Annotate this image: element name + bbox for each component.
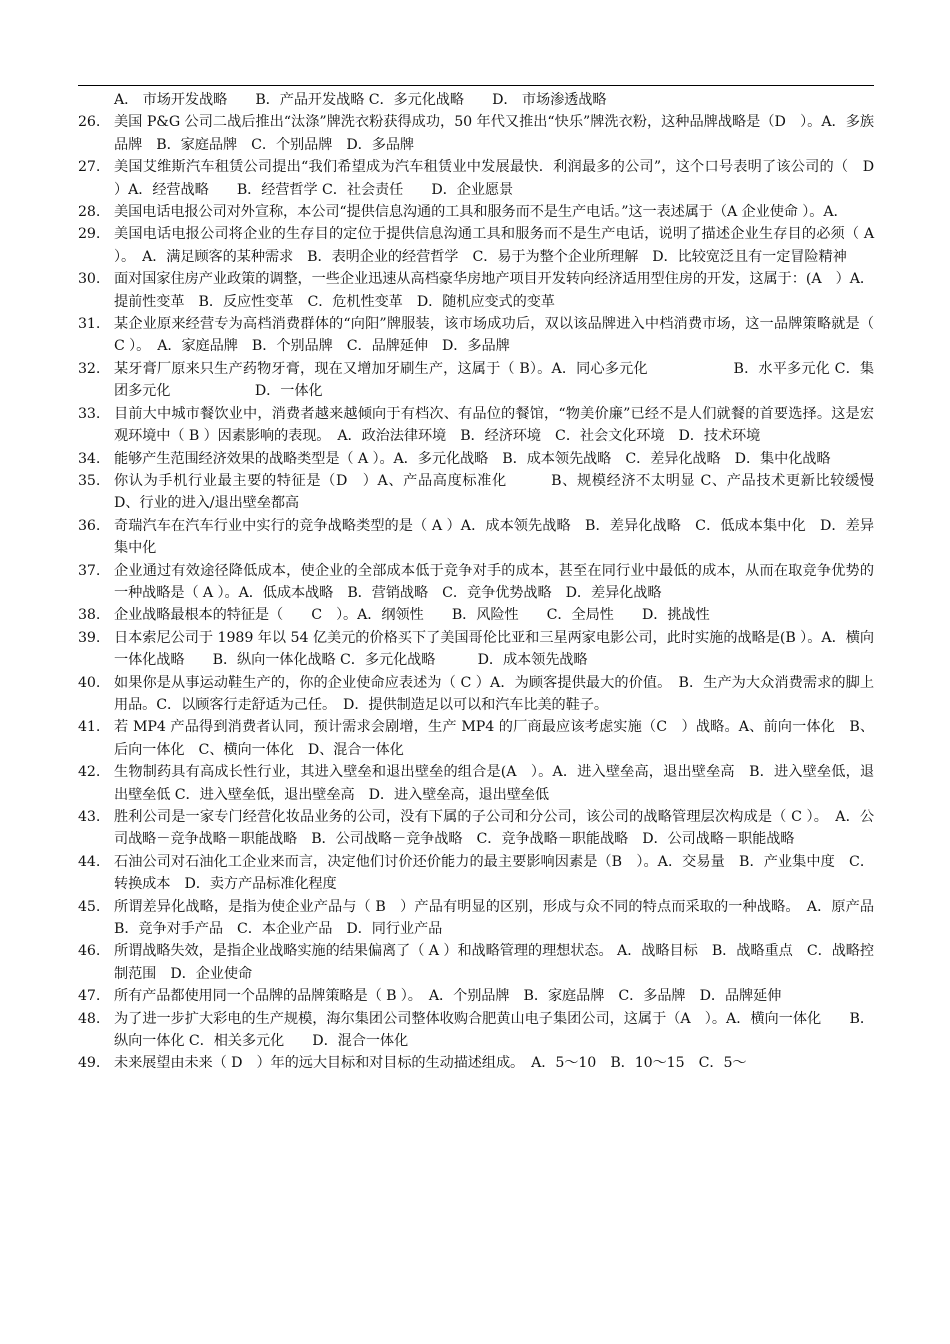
- question-text: 美国艾维斯汽车租赁公司提出“我们希望成为汽车租赁业中发展最快．利润最多的公司”，这个口号表明了该公司的（ D ）A．经营战略 B．经营哲学 C．社会责任 D．企业愿景: [114, 159, 903, 198]
- question-text: 所谓差异化战略，是指为使企业产品与（ B ）产品有明显的区别，形成与众不同的特点而采取的一种战略。 A．原产品 B．竞争对手产品 C．本企业产品 D．同行业产品: [114, 898, 889, 938]
- question-number: 47.: [78, 988, 101, 1005]
- question-text: 企业通过有效途径降低成本，使企业的全部成本低于竞争对手的成本，甚至在同行业中最低的成本，从而在取竞争优势的一种战略是（ A ）。A．低成本战略 B．营销战略 C．竞争优势战略 D．差异化战略: [114, 562, 874, 601]
- question-text: 奇瑞汽车在汽车行业中实行的竞争战略类型的是（ A ）A．成本领先战略 B．差异化战略 C．低成本集中化 D．差异集中化: [114, 517, 874, 557]
- question-item: [78, 403, 874, 448]
- question-text: 美国 P&G 公司二战后推出“汰涤”牌洗衣粉获得成功，50 年代又推出“快乐”牌洗衣粉，这种品牌战略是（D ）。A．多族品牌 B．家庭品牌 C．个别品牌 D．多品牌: [114, 114, 874, 153]
- question-item: [78, 313, 879, 358]
- question-number: 41.: [78, 719, 101, 736]
- question-number: 27.: [78, 159, 101, 176]
- question-item: [78, 111, 874, 156]
- question-number: 45.: [78, 898, 101, 915]
- question-item: [78, 604, 874, 626]
- question-item: [78, 627, 874, 672]
- question-item: [78, 223, 879, 268]
- question-number: 38.: [78, 607, 101, 624]
- question-text: 石油公司对石油化工企业来而言，决定他们讨价还价能力的最主要影响因素是（B ）。A．交易量 B．产业集中度 C．转换成本 D．卖方产品标准化程度: [114, 853, 874, 893]
- question-list: [78, 89, 903, 1075]
- question-text: 若 MP4 产品得到消费者认同，预计需求会剧增，生产 MP4 的厂商最应该考虑实施（C ）战略。A、前向一体化 B、后向一体化 C、横向一体化 D、混合一体化: [114, 719, 874, 758]
- question-number: 26.: [78, 114, 101, 131]
- question-text: 所谓战略失效，是指企业战略实施的结果偏离了（ A ）和战略管理的理想状态。 A．战略目标 B．战略重点 C．战略控制范围 D．企业使命: [114, 943, 874, 982]
- question-number: 31.: [78, 316, 101, 333]
- question-item: [78, 716, 874, 761]
- header-rule: [78, 85, 874, 86]
- question-text: 美国电话电报公司对外宣称，本公司“提供信息沟通的工具和服务而不是生产电话。”这一表述属于（A 企业使命 ）。A．: [114, 204, 848, 221]
- question-number: 30.: [78, 271, 101, 288]
- question-number: 28.: [78, 204, 101, 221]
- question-number: 49.: [78, 1055, 101, 1072]
- question-number: 37.: [78, 562, 101, 579]
- question-item: [78, 1008, 874, 1053]
- question-number: 44.: [78, 853, 101, 870]
- question-text: 能够产生范围经济效果的战略类型是（ A ）。A．多元化战略 B．成本领先战略 C．差异化战略 D．集中化战略: [114, 450, 831, 467]
- question-item: [78, 268, 874, 313]
- question-number: 32.: [78, 360, 101, 377]
- question-item: [78, 358, 874, 403]
- question-text: 面对国家住房产业政策的调整，一些企业迅速从高档豪华房地产项目开发转向经济适用型住房的开发，这属于：(A ）A．提前性变革 B．反应性变革 C．危机性变革 D．随机应变式的变革: [114, 271, 874, 310]
- question-text: 某企业原来经营专为高档消费群体的“向阳”牌服装，该市场成功后，双以该品牌进入中档消费市场，这一品牌策略就是（ C ）。 A．家庭品牌 B．个别品牌 C．品牌延伸 D．多品牌: [114, 316, 879, 355]
- question-text: 为了进一步扩大彩电的生产规模，海尔集团公司整体收购合肥黄山电子集团公司，这属于（A ）。A．横向一体化 B．纵向一体化 C．相关多元化 D．混合一体化: [114, 1010, 874, 1050]
- question-item: [78, 448, 874, 470]
- question-number: 35.: [78, 472, 101, 489]
- questions-container: [78, 111, 903, 1074]
- question-text: 生物制药具有高成长性行业，其进入壁垒和退出壁垒的组合是(A ）。A．进入壁垒高，退出壁垒高 B．进入壁垒低，退出壁垒低 C．进入壁垒低，退出壁垒高 D．进入壁垒高，退出壁垒低: [114, 764, 874, 803]
- carryover-options-line: A． 市场开发战略 B．产品开发战略 C．多元化战略 D． 市场渗透战略: [114, 92, 607, 108]
- question-item: [78, 851, 874, 896]
- question-text: 胜利公司是一家专门经营化妆品业务的公司，没有下属的子公司和分公司，该公司的战略管理层次构成是（ C ）。 A．公司战略－竞争战略－职能战略 B．公司战略－竞争战略 C．竞争战略－职能战略 D．公司战略－职能战略: [114, 809, 874, 848]
- question-item: [78, 940, 874, 985]
- question-item: [78, 761, 874, 806]
- question-item: [78, 985, 874, 1007]
- question-item: [78, 672, 874, 717]
- question-item: [78, 1052, 874, 1074]
- question-number: 48.: [78, 1010, 101, 1027]
- question-item: [78, 896, 889, 941]
- question-text: 如果你是从事运动鞋生产的，你的企业使命应表述为（ C ）A．为顾客提供最大的价值。 B．生产为大众消费需求的脚上用品。C．以顾客行走舒适为己任。 D．提供制造足以可以和汽车比美的鞋子。: [114, 674, 874, 713]
- question-text: 某牙膏厂原来只生产药物牙膏，现在又增加牙刷生产，这属于（ B）。A．同心多元化 B．水平多元化 C．集团多元化 D．一体化: [114, 360, 874, 400]
- question-text: 所有产品都使用同一个品牌的品牌策略是（ B ）。 A．个别品牌 B．家庭品牌 C．多品牌 D．品牌延伸: [114, 988, 782, 1005]
- question-item: [78, 201, 874, 223]
- question-item: [78, 515, 874, 560]
- question-number: 36.: [78, 517, 101, 534]
- question-number: 39.: [78, 629, 101, 646]
- question-number: 46.: [78, 943, 101, 960]
- question-text: 未来展望由未来（ D ）年的远大目标和对目标的生动描述组成。 A．5～10 B．10～15 C．5～: [114, 1055, 747, 1072]
- question-number: 43.: [78, 809, 101, 825]
- question-item: [78, 806, 874, 851]
- question-text: 目前大中城市餐饮业中，消费者越来越倾向于有档次、有品位的餐馆，“物美价廉”已经不是人们就餐的首要选择。这是宏观环境中（ B ）因素影响的表现。 A．政治法律环境 B．经济环境 C．社会文化环境 D．技术环境: [114, 405, 874, 445]
- question-number: 42.: [78, 764, 101, 781]
- question-number: 29.: [78, 226, 101, 243]
- question-text: 日本索尼公司于 1989 年以 54 亿美元的价格买下了美国哥伦比亚和三星两家电影公司，此时实施的战略是(B ）。A．横向一体化战略 B．纵向一体化战略 C．多元化战略 D．成本领先战略: [114, 629, 874, 669]
- question-item: [78, 560, 874, 605]
- question-number: 40.: [78, 674, 101, 691]
- question-text: 企业战略最根本的特征是（ C ）。A．纲领性 B．风险性 C．全局性 D．挑战性: [114, 607, 710, 624]
- question-text: 你认为手机行业最主要的特征是（D ）A、产品高度标准化 B、规模经济不太明显 C、产品技术更新比较缓慢 D、行业的进入/退出壁垒都高: [114, 472, 889, 512]
- question-number: 34.: [78, 450, 101, 467]
- question-item: [78, 470, 889, 515]
- question-number: 33.: [78, 405, 101, 422]
- question-text: 美国电话电报公司将企业的生存目的定位于提供信息沟通工具和服务而不是生产电话，说明了描述企业生存目的必须（ A ）。 A．满足顾客的某种需求 B．表明企业的经营哲学 C．易于为整个企业所理解 D．比较宽泛且有一定冒险精神: [114, 226, 879, 265]
- question-item: [78, 156, 903, 201]
